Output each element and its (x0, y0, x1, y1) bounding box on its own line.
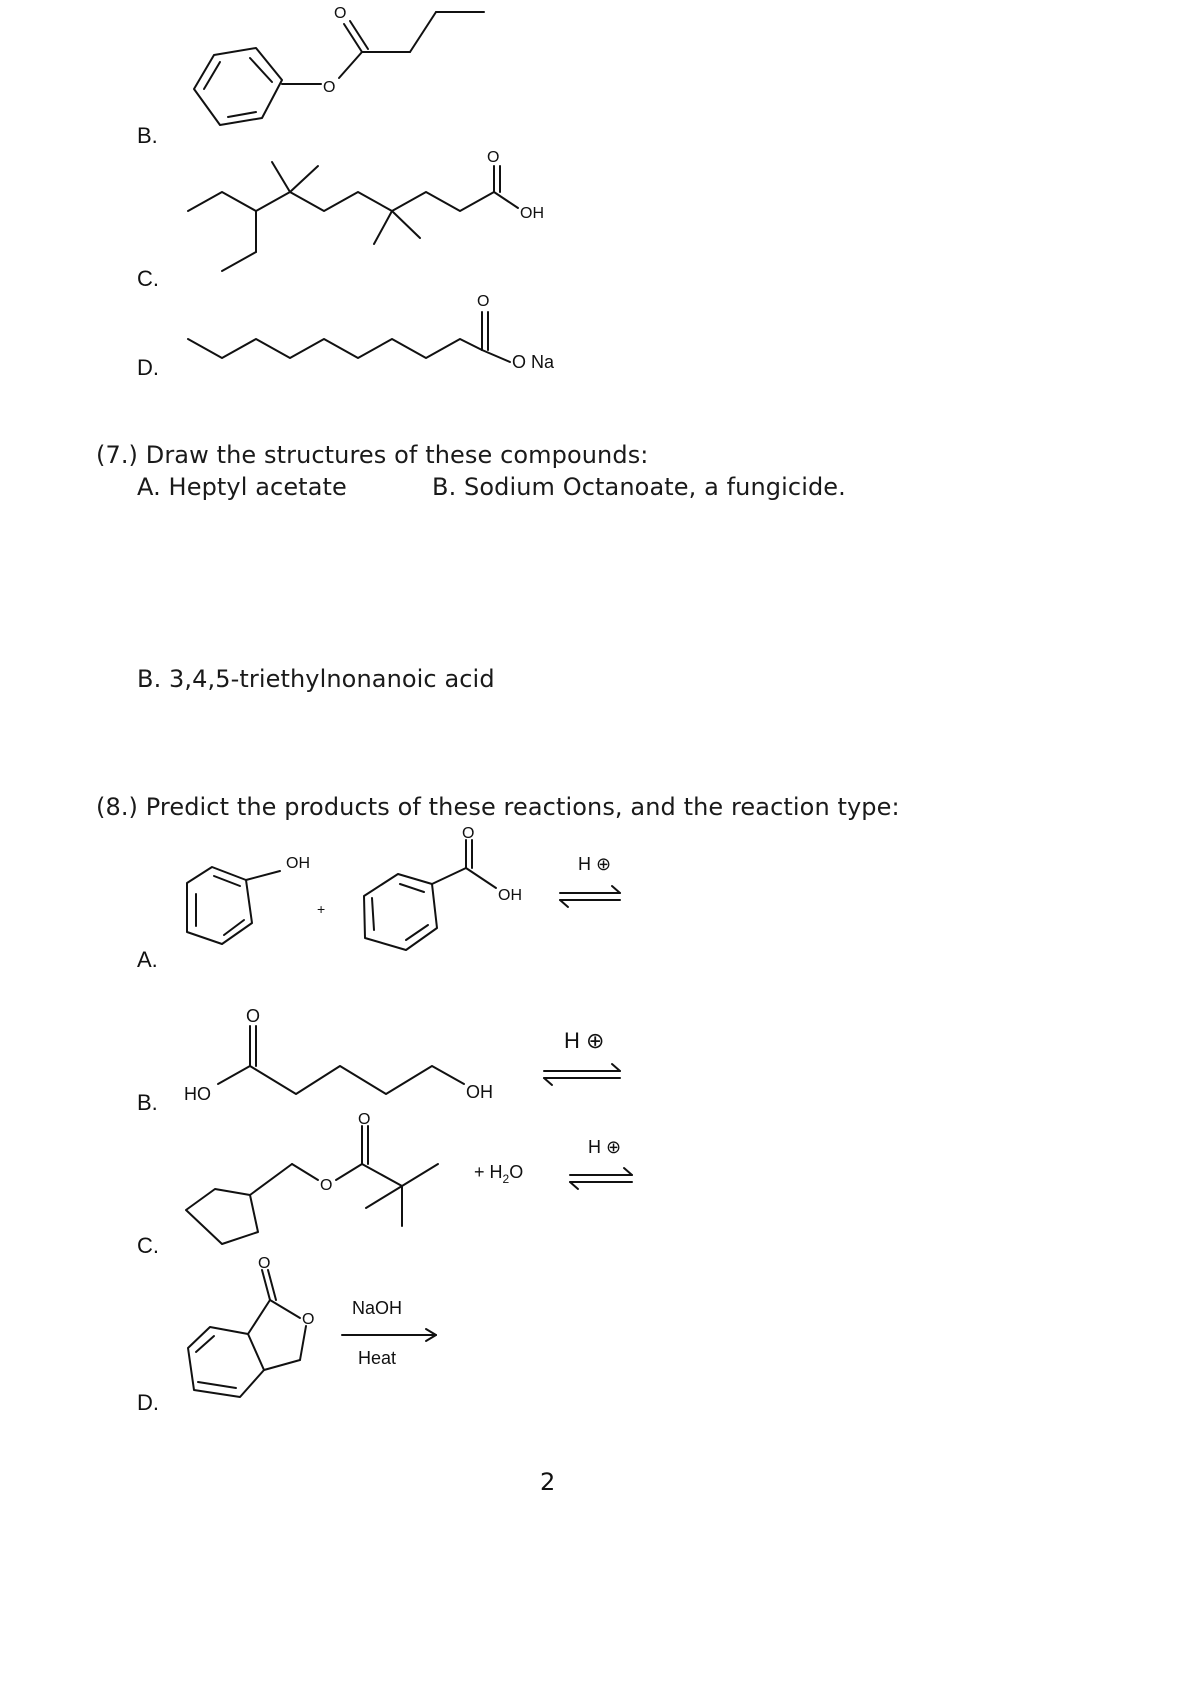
ester-b-carbonyl-oxygen: O (334, 5, 347, 22)
acid-c-hydroxyl: OH (520, 205, 544, 222)
benzene-ring (194, 48, 282, 125)
reaction-c-ester-oxygen: O (320, 1177, 333, 1194)
reaction-a-label: A. (137, 947, 158, 972)
reaction-b-carbonyl-oxygen: O (246, 1006, 261, 1026)
phenyl-butanoate-structure (194, 5, 484, 125)
reaction-c-ester (186, 1111, 438, 1244)
reaction-a-plus: + (317, 901, 326, 917)
sodium-carboxylate-structure (188, 293, 555, 372)
reaction-a-equilibrium-arrows (560, 854, 620, 907)
reaction-b-equilibrium-arrows (544, 1028, 620, 1085)
reaction-a-acid-catalyst: H ⊕ (578, 854, 612, 874)
reaction-a-carbonyl-oxygen: O (462, 825, 475, 842)
reaction-a-acid-hydroxyl: OH (498, 887, 522, 904)
reaction-b-label: B. (137, 1090, 158, 1115)
reaction-c-equilibrium-arrows (570, 1137, 632, 1189)
label-b: B. (137, 123, 158, 148)
question-7-item-a: A. Heptyl acetate (137, 473, 347, 501)
reaction-c-carbonyl-oxygen: O (358, 1111, 371, 1128)
reaction-b-acid-catalyst: H ⊕ (564, 1028, 605, 1053)
reaction-d-arrow (342, 1298, 436, 1368)
reaction-a-phenol-hydroxyl: OH (286, 855, 310, 872)
question-7-prompt: (7.) Draw the structures of these compounds: (96, 441, 649, 469)
reaction-b-OH: OH (466, 1082, 493, 1102)
label-d: D. (137, 355, 159, 380)
reaction-a-phenol (187, 855, 310, 944)
acid-c-carbonyl-oxygen: O (487, 149, 500, 166)
reaction-b-HO: HO (184, 1084, 211, 1104)
question-7-item-b2: B. 3,4,5-triethylnonanoic acid (137, 665, 495, 693)
ester-b-oxygen: O (323, 79, 336, 96)
reaction-d-carbonyl-oxygen: O (258, 1255, 271, 1272)
page-number: 2 (540, 1468, 556, 1496)
reaction-d-label: D. (137, 1390, 159, 1415)
reaction-c-label: C. (137, 1233, 159, 1258)
reaction-d-lactone (188, 1255, 314, 1397)
label-c: C. (137, 266, 159, 291)
branched-acid-structure (188, 149, 544, 271)
salt-d-sodium-oxide: O Na (512, 352, 555, 372)
reaction-d-reagent-naoh: NaOH (352, 1298, 403, 1318)
reaction-d-ring-oxygen: O (302, 1311, 315, 1328)
reaction-a-benzoic-acid (364, 825, 522, 950)
reaction-b-hydroxy-acid (184, 1006, 493, 1104)
reaction-c-acid-catalyst: H ⊕ (588, 1137, 622, 1157)
question-8-prompt: (8.) Predict the products of these reactions, and the reaction type: (96, 793, 900, 821)
reaction-d-reagent-heat: Heat (358, 1348, 397, 1368)
salt-d-carbonyl-oxygen: O (477, 293, 490, 310)
question-7-item-b: B. Sodium Octanoate, a fungicide. (432, 473, 846, 501)
reaction-c-water: + $H_2O$ (474, 1162, 524, 1186)
